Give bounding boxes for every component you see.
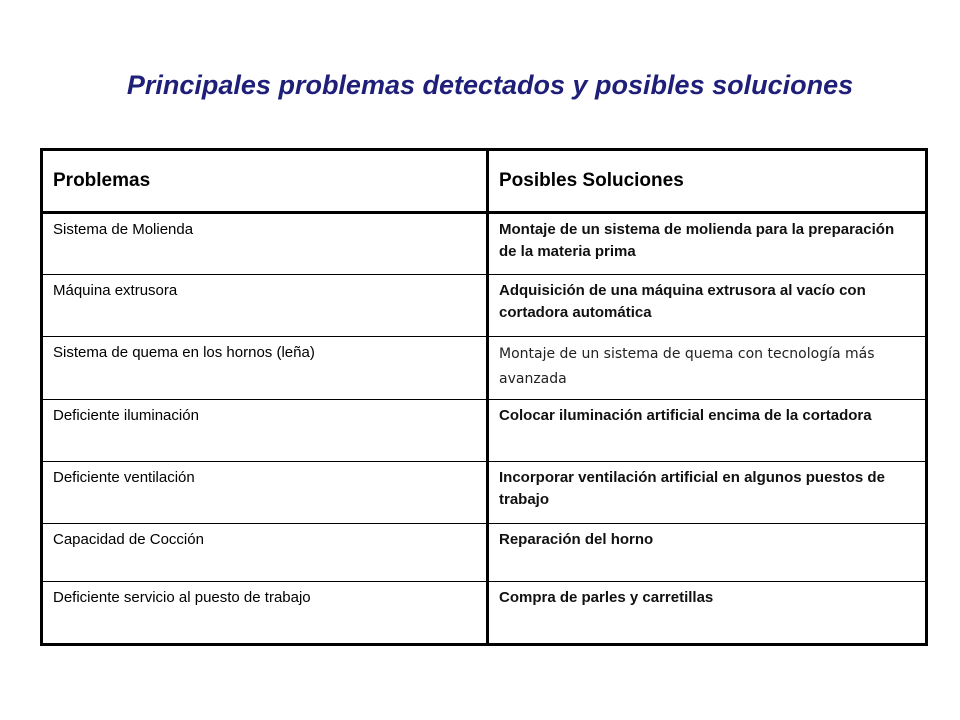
table-row: [42, 582, 927, 645]
table-row: [42, 337, 927, 400]
problem-cell: Deficiente servicio al puesto de trabajo: [42, 582, 488, 645]
problem-cell: Máquina extrusora: [42, 275, 488, 337]
problem-cell: Deficiente iluminación: [42, 400, 488, 462]
table-row: [42, 462, 927, 524]
problem-cell: Sistema de Molienda: [42, 213, 488, 275]
problems-solutions-table: [40, 148, 928, 646]
solution-cell: Adquisición de una máquina extrusora al vacío con cortadora automática: [488, 275, 927, 337]
table-row: [42, 213, 927, 275]
table-header-row: [42, 150, 927, 213]
solution-cell: Compra de parles y carretillas: [488, 582, 927, 645]
problem-cell: Capacidad de Cocción: [42, 524, 488, 582]
table-row: [42, 275, 927, 337]
solution-cell: Colocar iluminación artificial encima de la cortadora: [488, 400, 927, 462]
header-solutions: Posibles Soluciones: [488, 150, 927, 213]
solution-cell: Reparación del horno: [488, 524, 927, 582]
solution-cell: Montaje de un sistema de quema con tecnología más avanzada: [488, 337, 927, 400]
problem-cell: Deficiente ventilación: [42, 462, 488, 524]
solution-cell: Montaje de un sistema de molienda para la preparación de la materia prima: [488, 213, 927, 275]
slide-title: Principales problemas detectados y posibles soluciones: [126, 70, 854, 100]
table-row: [42, 400, 927, 462]
solution-cell: Incorporar ventilación artificial en algunos puestos de trabajo: [488, 462, 927, 524]
table-row: [42, 524, 927, 582]
header-problems: Problemas: [42, 150, 488, 213]
problem-cell: Sistema de quema en los hornos (leña): [42, 337, 488, 400]
